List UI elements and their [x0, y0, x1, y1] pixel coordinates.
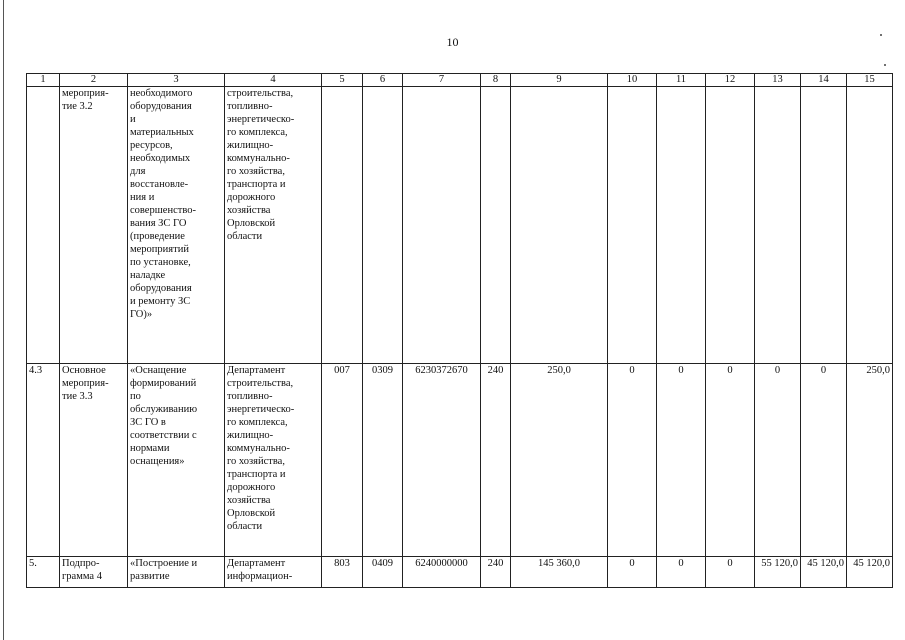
column-number: 14 [801, 74, 847, 87]
item-type: Подпро- грамма 4 [60, 557, 128, 588]
amount-cell: 0 [608, 364, 657, 557]
column-number: 7 [403, 74, 481, 87]
page-number: 10 [446, 35, 459, 49]
code-cell [363, 87, 403, 364]
amount-cell: 250,0 [847, 364, 893, 557]
column-number: 10 [608, 74, 657, 87]
code-cell [403, 87, 481, 364]
code-cell: 6240000000 [403, 557, 481, 588]
scan-speck [884, 64, 886, 66]
responsible-body: Департамент информацион- [225, 557, 322, 588]
amount-cell [657, 87, 706, 364]
column-number: 11 [657, 74, 706, 87]
amount-cell [801, 87, 847, 364]
amount-cell: 0 [801, 364, 847, 557]
amount-cell: 0 [608, 557, 657, 588]
responsible-body: строительства, топливно- энергетическо- го комплекса, жилищно- коммунально- го хозяйства, транспорта и дорожного хозяйства Орловской области [225, 87, 322, 364]
column-number: 13 [755, 74, 801, 87]
amount-cell: 45 120,0 [801, 557, 847, 588]
amount-cell: 0 [755, 364, 801, 557]
amount-cell: 0 [657, 557, 706, 588]
column-number: 12 [706, 74, 755, 87]
amount-cell: 0 [706, 557, 755, 588]
responsible-body: Департамент строительства, топливно- энергетическо- го комплекса, жилищно- коммунально- го хозяйства, транспорта и дорожного хозяйства Орловской области [225, 364, 322, 557]
table-row [27, 87, 893, 364]
table-row [27, 364, 893, 557]
page-edge-line [3, 0, 4, 640]
code-cell: 0409 [363, 557, 403, 588]
row-number: 4.3 [27, 364, 60, 557]
code-cell [322, 87, 363, 364]
column-number: 5 [322, 74, 363, 87]
row-number [27, 87, 60, 364]
column-number: 4 [225, 74, 322, 87]
amount-cell: 0 [706, 364, 755, 557]
amount-cell: 0 [657, 364, 706, 557]
item-type: мероприя- тие 3.2 [60, 87, 128, 364]
code-cell: 240 [481, 364, 511, 557]
amount-cell [511, 87, 608, 364]
code-cell: 0309 [363, 364, 403, 557]
code-cell: 6230372670 [403, 364, 481, 557]
amount-cell [847, 87, 893, 364]
amount-cell [755, 87, 801, 364]
amount-cell [608, 87, 657, 364]
amount-cell: 45 120,0 [847, 557, 893, 588]
item-type: Основное мероприя- тие 3.3 [60, 364, 128, 557]
item-title: «Построение и развитие [128, 557, 225, 588]
amount-cell: 145 360,0 [511, 557, 608, 588]
column-number: 9 [511, 74, 608, 87]
column-number: 1 [27, 74, 60, 87]
code-cell: 240 [481, 557, 511, 588]
budget-table [26, 73, 893, 588]
column-number-row [27, 74, 893, 87]
column-number: 2 [60, 74, 128, 87]
column-number: 6 [363, 74, 403, 87]
code-cell [481, 87, 511, 364]
column-number: 15 [847, 74, 893, 87]
column-number: 3 [128, 74, 225, 87]
table-row [27, 557, 893, 588]
code-cell: 007 [322, 364, 363, 557]
item-title: «Оснащение формирований по обслуживанию ЗС ГО в соответствии с нормами оснащения» [128, 364, 225, 557]
amount-cell: 55 120,0 [755, 557, 801, 588]
amount-cell [706, 87, 755, 364]
row-number: 5. [27, 557, 60, 588]
amount-cell: 250,0 [511, 364, 608, 557]
item-title: необходимого оборудования и материальных ресурсов, необходимых для восстановле- ния и совершенство- вания ЗС ГО (проведение мероприятий по установке, наладке оборудования и ремонту ЗС ГО)» [128, 87, 225, 364]
code-cell: 803 [322, 557, 363, 588]
column-number: 8 [481, 74, 511, 87]
